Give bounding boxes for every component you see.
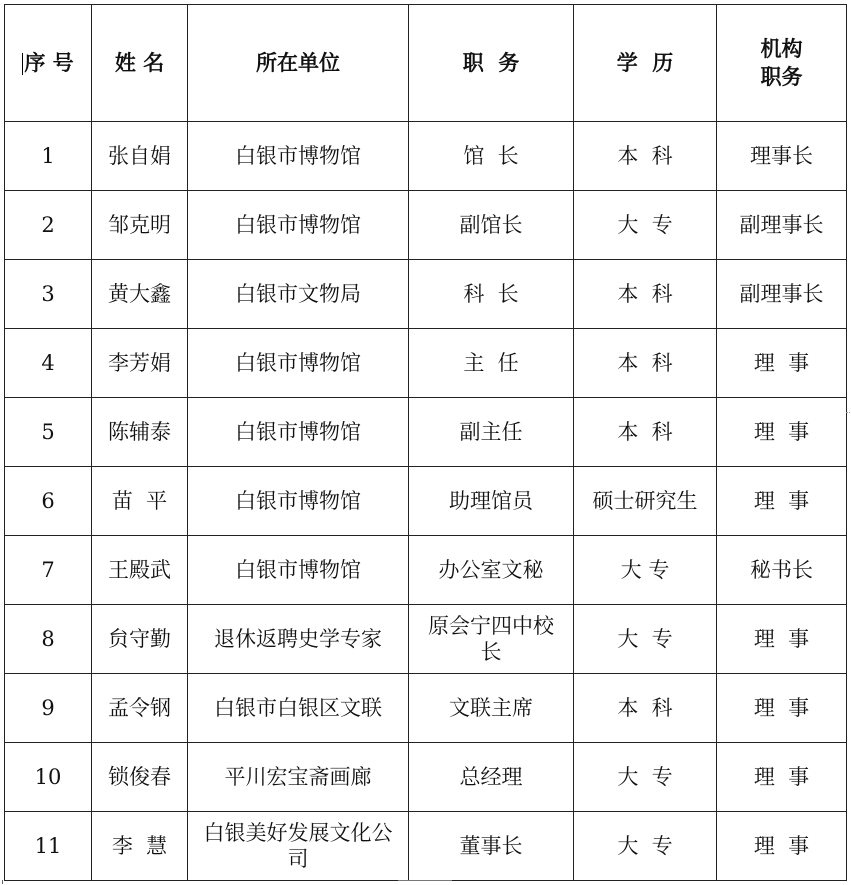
cell-name: 黄大鑫 (92, 260, 188, 329)
cell-position: 副主任 (409, 398, 574, 467)
cell-no: 4 (5, 329, 92, 398)
cell-education: 大 专 (574, 605, 717, 674)
table-row (5, 605, 847, 674)
cell-org-role: 理事长 (717, 122, 847, 191)
cell-unit: 退休返聘史学专家 (188, 605, 409, 674)
cell-position: 助理馆员 (409, 467, 574, 536)
cell-unit: 白银市博物馆 (188, 122, 409, 191)
table-row (5, 191, 847, 260)
staff-table (4, 4, 847, 881)
cell-unit: 白银市博物馆 (188, 536, 409, 605)
cell-education: 大 专 (574, 536, 717, 605)
cell-org-role: 理 事 (717, 674, 847, 743)
table-body (5, 122, 847, 881)
cell-unit: 白银市博物馆 (188, 329, 409, 398)
table-row (5, 743, 847, 812)
cell-education: 本 科 (574, 398, 717, 467)
cell-org-role: 秘书长 (717, 536, 847, 605)
table-row (5, 398, 847, 467)
cell-no: 11 (5, 812, 92, 881)
cell-unit: 白银市博物馆 (188, 398, 409, 467)
header-unit: 所在单位 (188, 5, 409, 122)
cell-unit: 白银市博物馆 (188, 191, 409, 260)
cell-no: 1 (5, 122, 92, 191)
cell-unit: 白银市博物馆 (188, 467, 409, 536)
header-education: 学 历 (574, 5, 717, 122)
cell-position: 原会宁四中校长 (409, 605, 574, 674)
cell-org-role: 副理事长 (717, 191, 847, 260)
cell-education: 本 科 (574, 122, 717, 191)
cell-org-role: 理 事 (717, 605, 847, 674)
header-position: 职 务 (409, 5, 574, 122)
table-row (5, 329, 847, 398)
cell-no: 7 (5, 536, 92, 605)
cell-org-role: 理 事 (717, 812, 847, 881)
cell-position: 董事长 (409, 812, 574, 881)
table-row (5, 467, 847, 536)
header-row (5, 5, 847, 122)
cell-name: 贠守勤 (92, 605, 188, 674)
cell-name: 李芳娟 (92, 329, 188, 398)
cell-org-role: 理 事 (717, 743, 847, 812)
cell-name: 锁俊春 (92, 743, 188, 812)
cell-no: 3 (5, 260, 92, 329)
table-row (5, 812, 847, 881)
page-corner-mark (2, 880, 6, 884)
cell-position: 总经理 (409, 743, 574, 812)
cell-no: 6 (5, 467, 92, 536)
page-right-mark (846, 412, 850, 414)
cell-education: 大 专 (574, 743, 717, 812)
cell-name: 邹克明 (92, 191, 188, 260)
cell-position: 办公室文秘 (409, 536, 574, 605)
cell-unit: 平川宏宝斋画廊 (188, 743, 409, 812)
cell-name: 张自娟 (92, 122, 188, 191)
cell-no: 9 (5, 674, 92, 743)
cell-position: 馆 长 (409, 122, 574, 191)
header-no: 序 号 (5, 5, 92, 122)
cell-no: 5 (5, 398, 92, 467)
cell-position: 副馆长 (409, 191, 574, 260)
table-row (5, 122, 847, 191)
cell-unit: 白银美好发展文化公司 (188, 812, 409, 881)
header-org-role: 机构职务 (717, 5, 847, 122)
header-name: 姓 名 (92, 5, 188, 122)
table-row (5, 260, 847, 329)
cell-education: 大 专 (574, 191, 717, 260)
cell-no: 10 (5, 743, 92, 812)
cell-org-role: 理 事 (717, 467, 847, 536)
cell-name: 苗 平 (92, 467, 188, 536)
cell-position: 科 长 (409, 260, 574, 329)
cell-name: 王殿武 (92, 536, 188, 605)
table-row (5, 536, 847, 605)
table-row (5, 674, 847, 743)
cell-org-role: 副理事长 (717, 260, 847, 329)
cell-name: 李 慧 (92, 812, 188, 881)
cell-position: 文联主席 (409, 674, 574, 743)
cell-no: 2 (5, 191, 92, 260)
cell-org-role: 理 事 (717, 398, 847, 467)
cell-unit: 白银市白银区文联 (188, 674, 409, 743)
cell-education: 硕士研究生 (574, 467, 717, 536)
cell-education: 本 科 (574, 329, 717, 398)
page-bottom-mark (398, 880, 452, 885)
cell-education: 大 专 (574, 812, 717, 881)
cell-education: 本 科 (574, 674, 717, 743)
cell-no: 8 (5, 605, 92, 674)
cell-name: 孟令钢 (92, 674, 188, 743)
cell-org-role: 理 事 (717, 329, 847, 398)
cell-education: 本 科 (574, 260, 717, 329)
cell-position: 主 任 (409, 329, 574, 398)
cell-unit: 白银市文物局 (188, 260, 409, 329)
cell-name: 陈辅泰 (92, 398, 188, 467)
